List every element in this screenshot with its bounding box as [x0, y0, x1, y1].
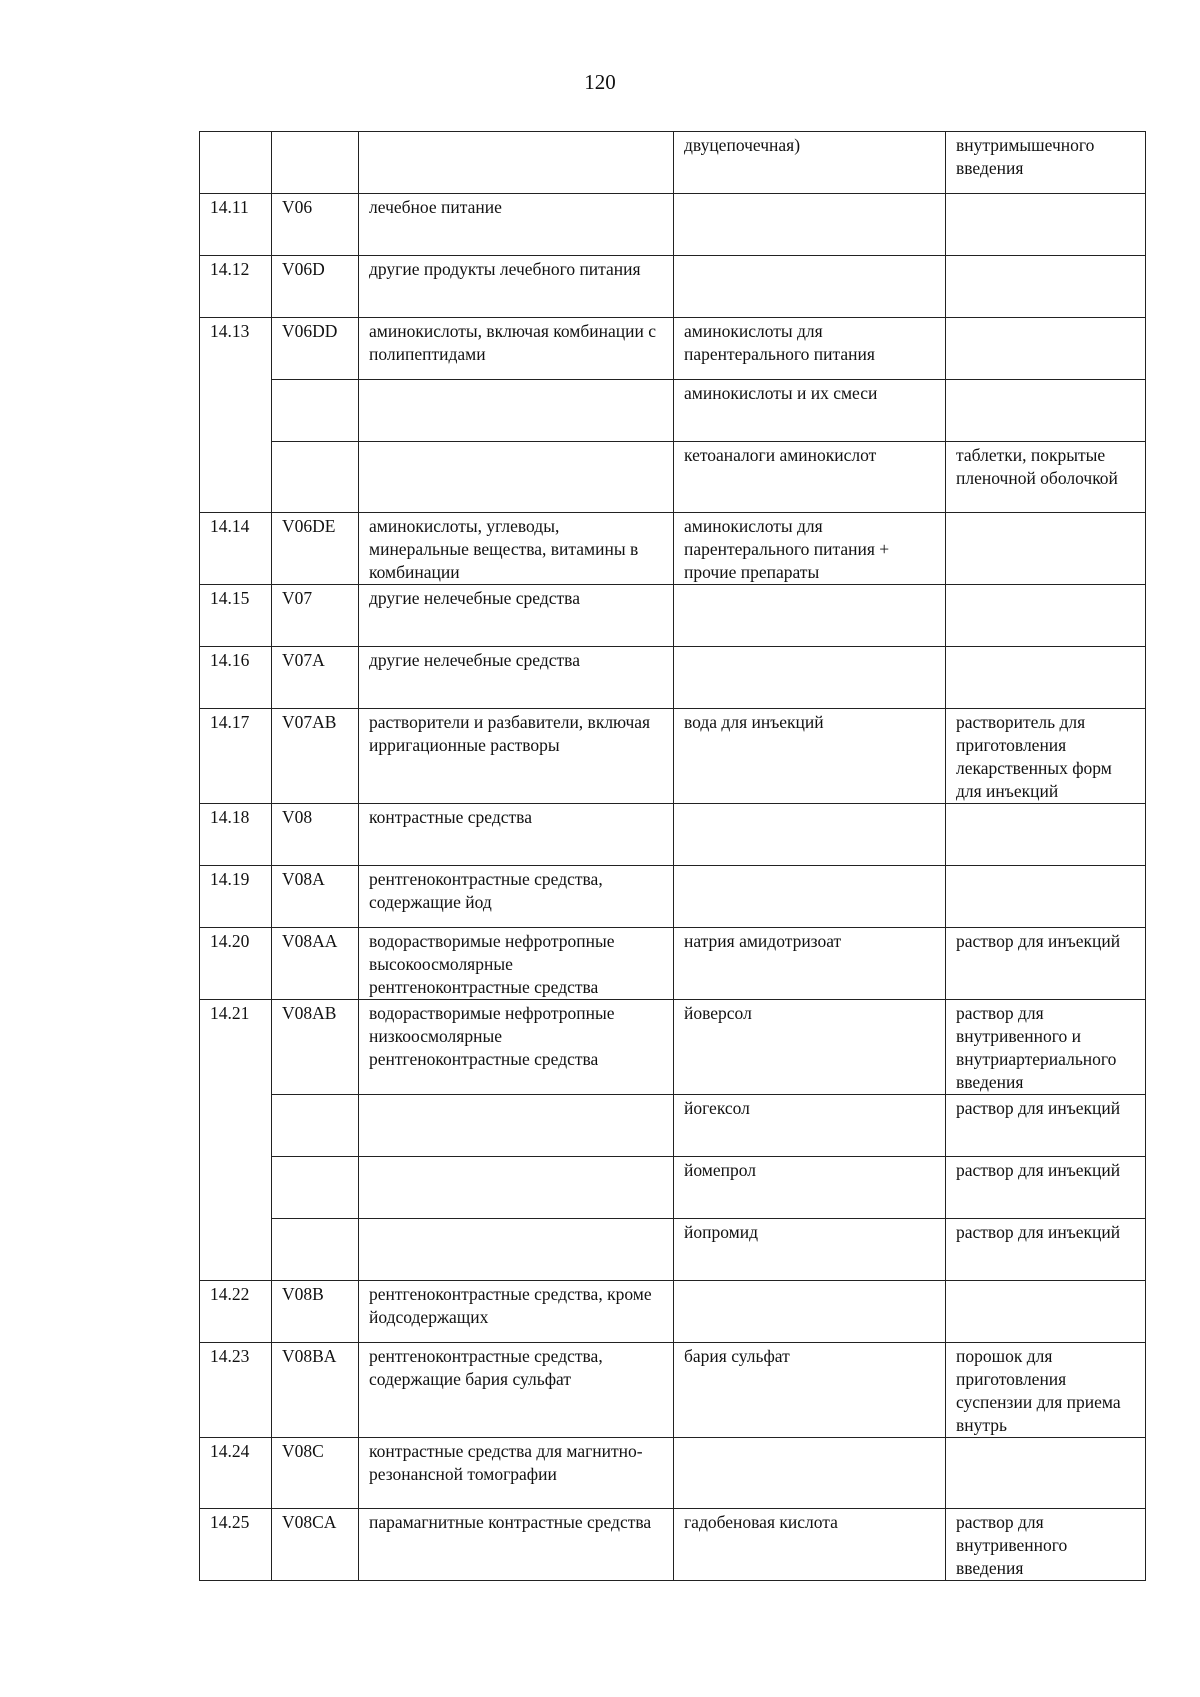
- row-number-cell: 14.17: [200, 709, 272, 804]
- table-row: [200, 132, 1146, 194]
- drug-name-cell: [674, 256, 946, 318]
- row-number-cell: [200, 132, 272, 194]
- table-row: [200, 1000, 1146, 1095]
- row-number-cell: 14.25: [200, 1509, 272, 1581]
- dosage-form-cell: порошок для приготовления суспензии для приема внутрь: [946, 1343, 1146, 1438]
- dosage-form-cell: [946, 194, 1146, 256]
- atc-code-cell: V06DE: [272, 513, 359, 585]
- atc-code-cell: V08A: [272, 866, 359, 928]
- drug-name-cell: йопромид: [674, 1219, 946, 1281]
- drug-name-cell: йогексол: [674, 1095, 946, 1157]
- group-name-cell: другие продукты лечебного питания: [359, 256, 674, 318]
- drug-name-cell: аминокислоты для парентерального питания: [674, 318, 946, 380]
- drug-name-cell: [674, 1281, 946, 1343]
- dosage-form-cell: раствор для инъекций: [946, 1157, 1146, 1219]
- group-name-cell: рентгеноконтрастные средства, содержащие йод: [359, 866, 674, 928]
- page-number: 120: [584, 70, 616, 94]
- table-row: [200, 256, 1146, 318]
- dosage-form-cell: [946, 513, 1146, 585]
- atc-code-cell: [272, 132, 359, 194]
- dosage-form-cell: [946, 1438, 1146, 1509]
- dosage-form-cell: [946, 256, 1146, 318]
- row-number-cell: 14.14: [200, 513, 272, 585]
- drug-name-cell: двуцепочечная): [674, 132, 946, 194]
- dosage-form-cell: [946, 647, 1146, 709]
- table-row: [200, 380, 1146, 442]
- dosage-form-cell: таблетки, покрытые пленочной оболочкой: [946, 442, 1146, 513]
- table-row: [200, 585, 1146, 647]
- drug-name-cell: [674, 866, 946, 928]
- dosage-form-cell: [946, 804, 1146, 866]
- group-name-cell: [359, 442, 674, 513]
- dosage-form-cell: [946, 585, 1146, 647]
- atc-code-cell: V08BA: [272, 1343, 359, 1438]
- dosage-form-cell: раствор для инъекций: [946, 928, 1146, 1000]
- atc-code-cell: [272, 1219, 359, 1281]
- table-row: [200, 513, 1146, 585]
- dosage-form-cell: раствор для инъекций: [946, 1095, 1146, 1157]
- drug-name-cell: кетоаналоги аминокислот: [674, 442, 946, 513]
- drug-name-cell: [674, 194, 946, 256]
- drug-name-cell: [674, 585, 946, 647]
- dosage-form-cell: раствор для внутривенного введения: [946, 1509, 1146, 1581]
- group-name-cell: [359, 1157, 674, 1219]
- atc-code-cell: V06: [272, 194, 359, 256]
- row-number-cell: 14.24: [200, 1438, 272, 1509]
- atc-code-cell: V07: [272, 585, 359, 647]
- row-number-cell: 14.20: [200, 928, 272, 1000]
- table-row: [200, 1343, 1146, 1438]
- atc-code-cell: V08AA: [272, 928, 359, 1000]
- dosage-form-cell: [946, 1281, 1146, 1343]
- drug-table: [199, 131, 1146, 1581]
- drug-name-cell: гадобеновая кислота: [674, 1509, 946, 1581]
- table-row: [200, 318, 1146, 380]
- group-name-cell: контрастные средства: [359, 804, 674, 866]
- table-row: [200, 647, 1146, 709]
- group-name-cell: другие нелечебные средства: [359, 585, 674, 647]
- table-row: [200, 709, 1146, 804]
- group-name-cell: [359, 1219, 674, 1281]
- dosage-form-cell: раствор для внутривенного и внутриартериального введения: [946, 1000, 1146, 1095]
- atc-code-cell: [272, 380, 359, 442]
- table-row: [200, 928, 1146, 1000]
- group-name-cell: [359, 132, 674, 194]
- atc-code-cell: V06DD: [272, 318, 359, 380]
- row-number-cell: 14.12: [200, 256, 272, 318]
- group-name-cell: аминокислоты, включая комбинации с полипептидами: [359, 318, 674, 380]
- atc-code-cell: V07AB: [272, 709, 359, 804]
- drug-name-cell: [674, 804, 946, 866]
- dosage-form-cell: растворитель для приготовления лекарственных форм для инъекций: [946, 709, 1146, 804]
- table-row: [200, 1281, 1146, 1343]
- drug-name-cell: натрия амидотризоат: [674, 928, 946, 1000]
- table-row: [200, 1438, 1146, 1509]
- group-name-cell: рентгеноконтрастные средства, кроме йодсодержащих: [359, 1281, 674, 1343]
- row-number-cell: 14.22: [200, 1281, 272, 1343]
- atc-code-cell: [272, 1095, 359, 1157]
- row-number-cell: 14.18: [200, 804, 272, 866]
- group-name-cell: [359, 1095, 674, 1157]
- row-number-cell: 14.19: [200, 866, 272, 928]
- drug-name-cell: [674, 1438, 946, 1509]
- group-name-cell: растворители и разбавители, включая ирригационные растворы: [359, 709, 674, 804]
- group-name-cell: контрастные средства для магнитно-резонансной томографии: [359, 1438, 674, 1509]
- atc-code-cell: V08B: [272, 1281, 359, 1343]
- row-number-cell: 14.21: [200, 1000, 272, 1281]
- row-number-cell: 14.23: [200, 1343, 272, 1438]
- table-body: [200, 132, 1146, 1581]
- row-number-cell: 14.15: [200, 585, 272, 647]
- atc-code-cell: [272, 1157, 359, 1219]
- group-name-cell: лечебное питание: [359, 194, 674, 256]
- drug-name-cell: вода для инъекций: [674, 709, 946, 804]
- group-name-cell: рентгеноконтрастные средства, содержащие бария сульфат: [359, 1343, 674, 1438]
- atc-code-cell: V07A: [272, 647, 359, 709]
- drug-name-cell: аминокислоты и их смеси: [674, 380, 946, 442]
- atc-code-cell: V08AB: [272, 1000, 359, 1095]
- drug-name-cell: бария сульфат: [674, 1343, 946, 1438]
- dosage-form-cell: [946, 380, 1146, 442]
- group-name-cell: водорастворимые нефротропные низкоосмолярные рентгеноконтрастные средства: [359, 1000, 674, 1095]
- group-name-cell: водорастворимые нефротропные высокоосмолярные рентгеноконтрастные средства: [359, 928, 674, 1000]
- drug-name-cell: [674, 647, 946, 709]
- dosage-form-cell: внутримышечного введения: [946, 132, 1146, 194]
- table-row: [200, 194, 1146, 256]
- atc-code-cell: [272, 442, 359, 513]
- table-row: [200, 1157, 1146, 1219]
- atc-code-cell: V08: [272, 804, 359, 866]
- row-number-cell: 14.11: [200, 194, 272, 256]
- table-row: [200, 442, 1146, 513]
- row-number-cell: 14.16: [200, 647, 272, 709]
- group-name-cell: парамагнитные контрастные средства: [359, 1509, 674, 1581]
- row-number-cell: 14.13: [200, 318, 272, 513]
- atc-code-cell: V06D: [272, 256, 359, 318]
- drug-name-cell: йомепрол: [674, 1157, 946, 1219]
- dosage-form-cell: раствор для инъекций: [946, 1219, 1146, 1281]
- dosage-form-cell: [946, 318, 1146, 380]
- table-row: [200, 866, 1146, 928]
- drug-name-cell: аминокислоты для парентерального питания + прочие препараты: [674, 513, 946, 585]
- drug-name-cell: йоверсол: [674, 1000, 946, 1095]
- group-name-cell: другие нелечебные средства: [359, 647, 674, 709]
- atc-code-cell: V08C: [272, 1438, 359, 1509]
- atc-code-cell: V08CA: [272, 1509, 359, 1581]
- table-row: [200, 1509, 1146, 1581]
- table-row: [200, 804, 1146, 866]
- group-name-cell: аминокислоты, углеводы, минеральные вещества, витамины в комбинации: [359, 513, 674, 585]
- table-row: [200, 1095, 1146, 1157]
- group-name-cell: [359, 380, 674, 442]
- table-row: [200, 1219, 1146, 1281]
- dosage-form-cell: [946, 866, 1146, 928]
